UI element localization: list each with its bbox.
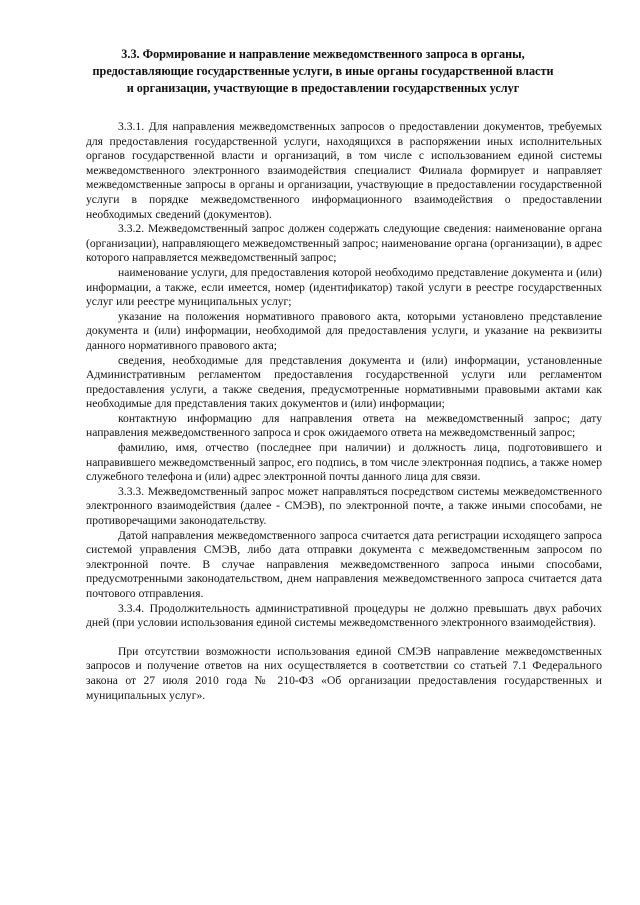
paragraph-service-name: наименование услуги, для предоставления которой необходимо представление документа и (или) информации, а также, если имеется, номер (идентификатор) такой услуги в реестре государственных услуг или реестре муниципальных услуг; xyxy=(86,265,602,309)
paragraph-request-date: Датой направления межведомственного запроса считается дата регистрации исходящего запроса системой управления СМЭВ, либо дата отправки документа с межведомственным запросом по электронной почте. В случае направления межведомственного запроса иными способами, предусмотренными законодательством, днем направления межведомственного запроса считается дата почтового отправления. xyxy=(86,528,602,600)
paragraph-3-3-4: 3.3.4. Продолжительность административной процедуры не должно превышать двух рабочих дней (при условии использования единой системы межведомственного электронного взаимодействия). xyxy=(86,601,602,630)
paragraph-no-smev: При отсутствии возможности использования единой СМЭВ направление межведомственных запросов и получение ответов на них осуществляется в соответствии со статьей 7.1 Федерального закона от 27 июля 2010 года № 210-ФЗ «Об организации предоставления государственных и муниципальных услуг». xyxy=(86,644,602,702)
paragraph-3-3-1: 3.3.1. Для направления межведомственных запросов о предоставлении документов, требуемых для предоставления государственной услуги, находящихся в распоряжении иных исполнительных органов государственной власти и организаций, в том числе с использованием единой системы межведомственного электронного взаимодействия специалист Филиала формирует и направляет межведомственные запросы в органы и организации, участвующие в предоставлении государственной услуги в порядке межведомственного информационного взаимодействия о предоставлении необходимых сведений (документов). xyxy=(86,120,602,221)
paragraph-3-3-3: 3.3.3. Межведомственный запрос может направляться посредством системы межведомственного электронного взаимодействия (далее - СМЭВ), по электронной почте, а также иными способами, не противоречащими законодательству. xyxy=(86,484,602,528)
paragraph-legal-act: указание на положения нормативного правового акта, которыми установлено представление документа и (или) информации, необходимой для предоставления услуги, и указание на реквизиты данного нормативного правового акта; xyxy=(86,309,602,352)
paragraph-3-3-2: 3.3.2. Межведомственный запрос должен содержать следующие сведения: наименование органа (организации), направляющего межведомственный запрос; наименование органа (организации), в адрес которого направляется межведомственный запрос; xyxy=(86,222,602,265)
paragraph-required-info: сведения, необходимые для представления документа и (или) информации, установленные Административным регламентом предоставления государственной услуги или регламентом предоставления услуги, а также сведения, предусмотренные нормативными правовыми актами как необходимые для представления таких документов и (или) информации; xyxy=(86,353,602,411)
paragraph-contact-info: контактную информацию для направления ответа на межведомственный запрос; дату направления межведомственного запроса и срок ожидаемого ответа на межведомственный запрос; xyxy=(86,411,602,440)
section-heading: 3.3. Формирование и направление межведомственного запроса в органы, предоставляющие государственные услуги, в иные органы государственной власти и организации, участвующие в предоставлении государственных услуг xyxy=(92,47,554,95)
document-body xyxy=(86,120,602,703)
paragraph-responsible-person: фамилию, имя, отчество (последнее при наличии) и должность лица, подготовившего и направившего межведомственный запрос, его подпись, в том числе электронная подпись, а также номер служебного телефона и (или) адрес электронной почты данного лица для связи. xyxy=(86,441,602,484)
